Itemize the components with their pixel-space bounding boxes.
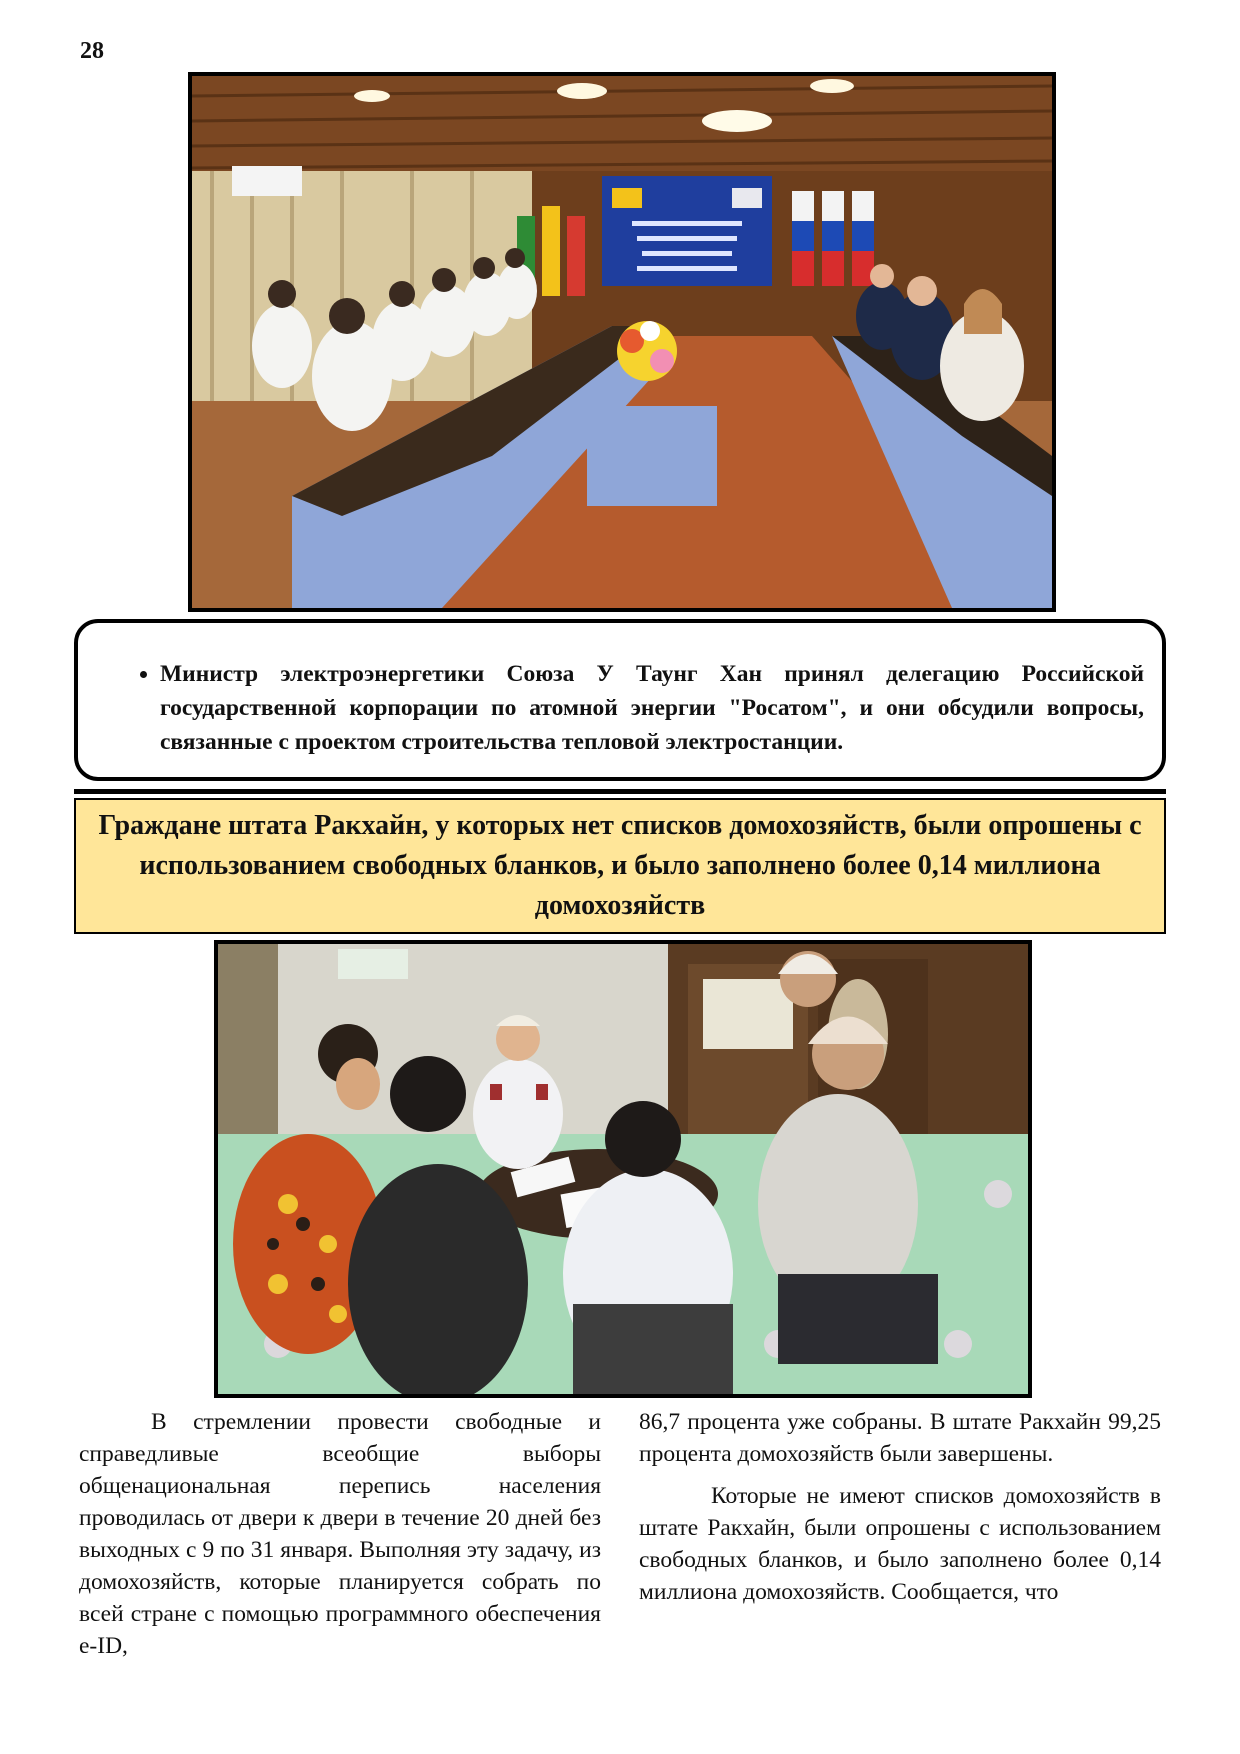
photo-caption-box <box>74 619 1166 781</box>
article-headline: Граждане штата Ракхайн, у которых нет списков домохозяйств, были опрошены с использованием свободных бланков, и было заполнено более 0,14 миллиона домохозяйств <box>98 810 1142 921</box>
article-headline-box <box>74 798 1166 934</box>
article-paragraph: В стремлении провести свободные и справедливые всеобщие выборы общенациональная перепись населения проводилась от двери к двери в течение 20 дней без выходных с 9 по 31 января. Выполняя эту задачу, из домохозяйств, которые планируется собрать по всей стране с помощью программного обеспечения e-ID, <box>79 1409 601 1659</box>
census-photo <box>214 940 1032 1398</box>
caption-list <box>130 657 1144 759</box>
census-photo-image <box>218 944 1028 1394</box>
article-column-left <box>79 1406 601 1662</box>
meeting-photo-image <box>192 76 1052 608</box>
caption-text: • Министр электроэнергетики Союза У Таунг Хан принял делегацию Российской государственной корпорации по атомной энергии "Росатом", и они обсудили вопросы, связанные с проектом строительства тепловой электростанции. <box>160 657 1144 759</box>
article-paragraph: 86,7 процента уже собраны. В штате Ракхайн 99,25 процента домохозяйств были завершены. <box>639 1409 1161 1467</box>
page-number: 28 <box>80 38 104 64</box>
article-body <box>79 1406 1161 1678</box>
section-divider <box>74 789 1166 794</box>
article-column-right <box>639 1406 1161 1608</box>
article-paragraph: Которые не имеют списков домохозяйств в штате Ракхайн, были опрошены с использованием свободных бланков, и было заполнено более 0,14 миллиона домохозяйств. Сообщается, что <box>639 1483 1161 1605</box>
meeting-photo <box>188 72 1056 612</box>
